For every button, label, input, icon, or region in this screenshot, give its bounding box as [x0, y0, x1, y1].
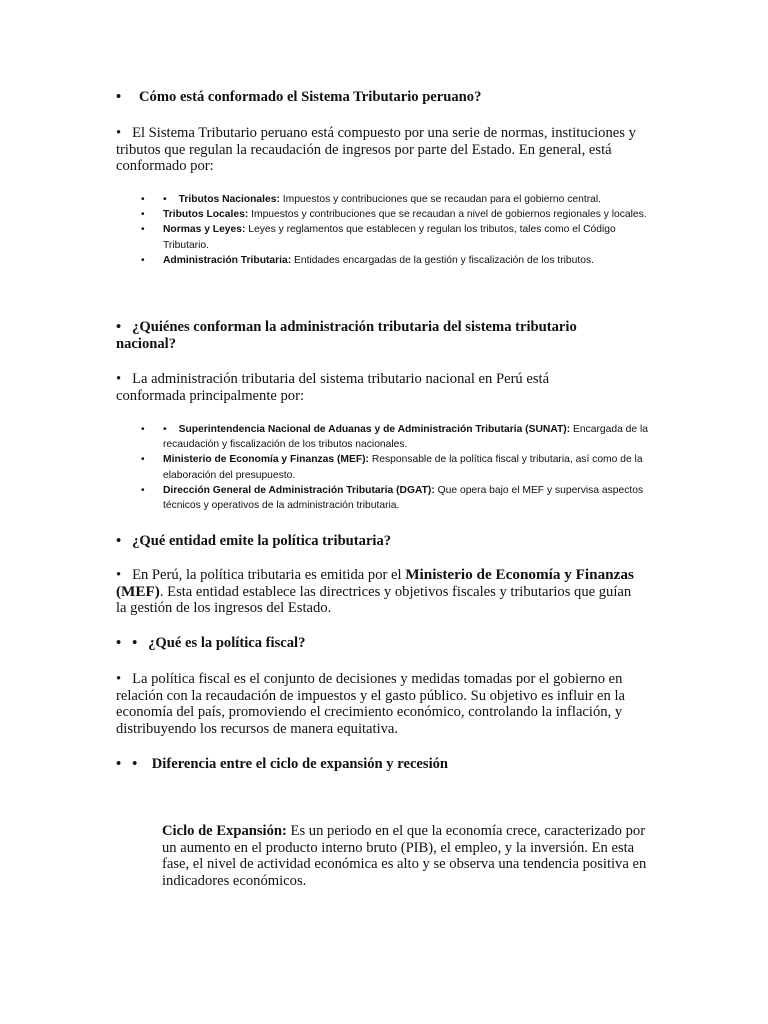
list-item — [141, 422, 653, 452]
description: Impuestos y contribuciones que se recaudan a nivel de gobiernos regionales y locales. — [248, 209, 647, 221]
paragraph-politica-fiscal — [116, 671, 646, 737]
paragraph-text: La política fiscal es el conjunto de decisiones y medidas tomadas por el gobierno en relación con la recaudación de impuestos y el gasto público. Su objetivo es influir en la economía del país, promoviendo el crecimiento económico, controlando la inflación, y distribuyendo los recursos de manera equitativa. — [116, 671, 626, 737]
bullet: • — [116, 756, 122, 772]
heading-text: Diferencia entre el ciclo de expansión y recesión — [151, 756, 449, 772]
heading-sistema-tributario — [116, 89, 736, 106]
heading-ciclos — [116, 756, 636, 773]
term: Administración Tributaria: — [163, 254, 292, 266]
bullet: • — [116, 671, 122, 687]
paragraph-politica-tributaria — [116, 567, 641, 617]
paragraph-sistema-tributario — [116, 125, 646, 175]
list-item — [141, 222, 661, 252]
heading-text: Cómo está conformado el Sistema Tributario peruano? — [139, 89, 482, 105]
bullet: • — [141, 454, 145, 466]
heading-administracion-tributaria — [116, 319, 636, 352]
paragraph-bold: Ciclo de Expansión: — [162, 823, 287, 839]
bullet: • — [141, 424, 145, 435]
paragraph-administracion-tributaria — [116, 371, 561, 404]
bullet: • — [116, 533, 122, 549]
paragraph-text-end: . Esta entidad establece las directrices y objetivos fiscales y tributarios que guían la gestión de los ingresos del Estado. — [116, 583, 632, 617]
term: Normas y Leyes: — [163, 224, 246, 236]
list-item — [141, 452, 653, 482]
description: Leyes y reglamentos que establecen y regulan los tributos, tales como el Código Tributario. — [163, 224, 616, 251]
paragraph-text: En Perú, la política tributaria es emitida por el — [132, 567, 406, 583]
bullet: • — [116, 89, 122, 105]
bullet: • — [116, 125, 122, 141]
list-item — [141, 207, 661, 222]
description: Entidades encargadas de la gestión y fiscalización de los tributos. — [291, 254, 594, 266]
paragraph-bold: Ministerio de Economía y Finanzas (MEF) — [116, 566, 634, 600]
bullet: • — [141, 209, 145, 221]
description: Que opera bajo el MEF y supervisa aspectos técnicos y operativos de la administración tributaria. — [163, 484, 644, 512]
heading-text: ¿Qué entidad emite la política tributaria? — [132, 533, 392, 549]
heading-text: ¿Quiénes conforman la administración tributaria del sistema tributario nacional? — [116, 319, 577, 352]
bullet: • — [116, 319, 122, 335]
list-item — [141, 253, 661, 268]
bullet: • — [141, 224, 145, 236]
bullet-duplicate: • — [132, 635, 138, 651]
term: Dirección General de Administración Tributaria (DGAT): — [163, 484, 435, 496]
bullet-duplicate: • — [163, 194, 167, 205]
bullet-duplicate: • — [132, 756, 138, 772]
heading-politica-fiscal — [116, 635, 636, 652]
paragraph-text: Es un periodo en el que la economía crece, caracterizado por un aumento en el producto interno bruto (PIB), el empleo, y la inversión. En esta fase, el nivel de actividad económica es alto y se observa una tendencia positiva en indicadores económicos. — [162, 823, 647, 889]
bullet: • — [141, 484, 145, 496]
list-entidades — [141, 422, 653, 513]
bullet-duplicate: • — [163, 424, 167, 435]
term: Superintendencia Nacional de Aduanas y de Administración Tributaria (SUNAT): — [178, 424, 571, 435]
paragraph-ciclo-expansion — [162, 823, 657, 889]
term: Ministerio de Economía y Finanzas (MEF): — [163, 454, 369, 466]
bullet: • — [116, 635, 122, 651]
heading-politica-tributaria — [116, 533, 636, 550]
list-item — [141, 483, 653, 513]
bullet: • — [116, 371, 122, 387]
description: Encargada de la recaudación y fiscalización de los tributos nacionales. — [163, 424, 649, 451]
bullet: • — [141, 254, 145, 266]
term: Tributos Locales: — [163, 209, 249, 221]
heading-text: ¿Qué es la política fiscal? — [148, 635, 306, 651]
term: Tributos Nacionales: — [178, 194, 280, 205]
paragraph-text: La administración tributaria del sistema tributario nacional en Perú está conformada principalmente por: — [116, 371, 550, 404]
bullet: • — [116, 567, 122, 583]
list-componentes — [141, 192, 661, 268]
list-item — [141, 192, 661, 207]
description: Impuestos y contribuciones que se recaudan para el gobierno central. — [279, 194, 602, 205]
bullet: • — [141, 194, 145, 205]
paragraph-text: El Sistema Tributario peruano está compuesto por una serie de normas, instituciones y tributos que regulan la recaudación de ingresos por parte del Estado. En general, está conformado por: — [116, 125, 636, 175]
description: Responsable de la política fiscal y tributaria, así como de la elaboración del presupuesto. — [163, 454, 643, 481]
